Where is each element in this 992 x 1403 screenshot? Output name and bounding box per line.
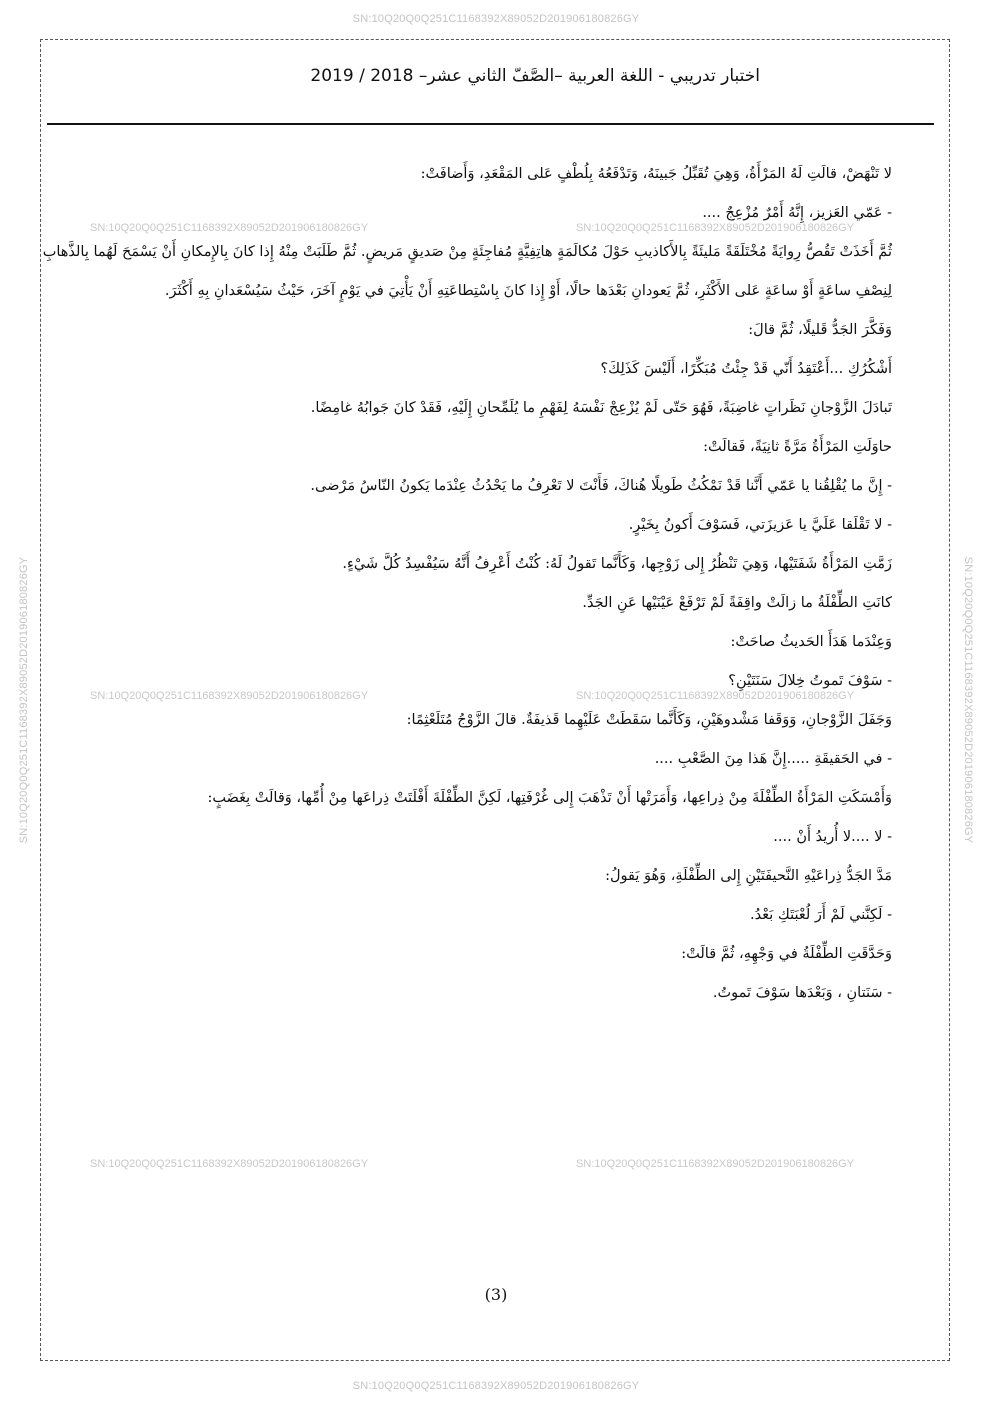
watermark-inline: SN:10Q20Q0Q251C1168392X89052D201906180826GY bbox=[90, 1158, 369, 1170]
paragraph: وَجَفَلَ الزَّوْجانِ، وَوَقَفا مَشْدوهَيْنِ، وَكَأَنَّما سَقَطَتْ عَلَيْهِما قَذيفَةٌ. قالَ الزَّوْجُ مُتَلَعْثِمًا: bbox=[406, 712, 892, 728]
paragraph: حاوَلَتِ المَرْأَةُ مَرَّةً ثانِيَةً، فَقالَتْ: bbox=[703, 439, 892, 455]
paragraph: - سَوْفَ تَموتُ خِلالَ سَنَتَيْنِ؟ bbox=[728, 673, 892, 689]
paragraph: وَفَكَّرَ الجَدُّ قَليلًا، ثُمَّ قالَ: bbox=[748, 322, 892, 338]
watermark-right: SN:10Q20Q0Q251C1168392X89052D201906180826GY bbox=[962, 556, 974, 844]
paragraph: وَأَمْسَكَتِ المَرْأَةُ الطِّفْلَةَ مِنْ ذِراعِها، وَأَمَرَتْها أَنْ تَذْهَبَ إِلى غُرْفَتِها، لَكِنَّ الطِّفْلَةَ أَفْلَتَتْ ذِراعَها مِنْ أُمِّها، وَقالَتْ بِغَضَبٍ: bbox=[207, 790, 892, 806]
page-number: (3) bbox=[484, 1285, 508, 1304]
paragraph: - لا ....لا أُريدُ أَنْ .... bbox=[773, 829, 892, 845]
paragraph: - سَنَتانِ ، وَبَعْدَها سَوْفَ تَموتُ. bbox=[712, 985, 892, 1001]
paragraph: زَمَّتِ المَرْأَةُ شَفَتَيْها، وَهِيَ تَنْظُرُ إِلى زَوْجِها، وَكَأَنَّما تَقولُ لَهُ: كُنْتُ أَعْرِفُ أَنَّهُ سَيُفْسِدُ كُلَّ شَيْءٍ. bbox=[342, 556, 892, 572]
paragraph: - في الحَقيقَةِ .....إِنَّ هَذا مِنَ الصَّعْبِ .... bbox=[654, 751, 892, 767]
paragraph: تَبادَلَ الزَّوْجانِ نَظَراتٍ غاضِبَةً، فَهُوَ حَتّى لَمْ يُزْعِجْ نَفْسَهُ لِفَهْمِ ما يُلَمِّحانِ إِلَيْهِ، فَقَدْ كانَ جَوابُهُ غامِضًا. bbox=[310, 400, 892, 416]
watermark-inline: SN:10Q20Q0Q251C1168392X89052D201906180826GY bbox=[90, 222, 369, 234]
paragraph: كانَتِ الطِّفْلَةُ ما زالَتْ واقِفَةً لَمْ تَرْفَعْ عَيْنَيْها عَنِ الجَدِّ. bbox=[582, 595, 892, 611]
watermark-left: SN:10Q20Q0Q251C1168392X89052D201906180826GY bbox=[18, 556, 30, 844]
paragraph: - عَمّي العَزيز، إِنَّهُ أَمْرٌ مُزْعِجٌ .... bbox=[702, 205, 892, 221]
paragraph: - إِنَّ ما يُقْلِقُنا يا عَمّي أَنَّنا قَدْ نَمْكُثُ طَويلًا هُناكَ، فَأَنْتَ لا تَعْرِفُ ما يَحْدُثُ عِنْدَما يَكونُ النّاسُ مَرْضى. bbox=[310, 478, 892, 494]
paragraph: مَدَّ الجَدُّ ذِراعَيْهِ النَّحيفَتَيْنِ إِلى الطِّفْلَةِ، وَهُوَ يَقولُ: bbox=[605, 868, 892, 884]
watermark-inline: SN:10Q20Q0Q251C1168392X89052D201906180826GY bbox=[576, 1158, 855, 1170]
watermark-inline: SN:10Q20Q0Q251C1168392X89052D201906180826GY bbox=[576, 690, 855, 702]
paragraph: أَشْكُرُكِ ...أَعْتَقِدُ أَنّي قَدْ جِئْتُ مُبَكِّرًا، أَلَيْسَ كَذَلِكَ؟ bbox=[600, 361, 892, 377]
watermark-inline: SN:10Q20Q0Q251C1168392X89052D201906180826GY bbox=[576, 222, 855, 234]
page-title: اختبار تدريبي - اللغة العربية –الصَّفّ الثاني عشر– 2018 / 2019 bbox=[310, 66, 760, 86]
header-divider bbox=[47, 123, 934, 125]
paragraph: وَحَدَّقَتِ الطِّفْلَةُ في وَجْهِهِ، ثُمَّ قالَتْ: bbox=[681, 946, 892, 962]
story-body bbox=[40, 155, 892, 1013]
paragraph: لا تَنْهَضْ، قالَتِ لَهُ المَرْأَةُ، وَهِيَ تُقَبِّلُ جَبينَهُ، وَتَدْفَعُهُ بِلُطْفٍ عَلى المَقْعَدِ، وَأَضافَتْ: bbox=[420, 166, 892, 182]
watermark-top: SN:10Q20Q0Q251C1168392X89052D201906180826GY bbox=[352, 13, 640, 25]
watermark-inline: SN:10Q20Q0Q251C1168392X89052D201906180826GY bbox=[90, 690, 369, 702]
paragraph: ثُمَّ أَخَذَتْ تَقُصُّ رِوايَةً مُخْتَلَقَةً مَليئَةً بِالأَكاذيبِ حَوْلَ مُكالَمَةٍ هاتِفِيَّةٍ مُفاجِئَةٍ مِنْ صَديقٍ مَريضٍ. ثُمَّ طَلَبَتْ مِنْهُ إِذا كانَ بِالإِمكانِ أَنْ يَسْمَحَ لَهُما بِالذَّهابِ لِنِصْفِ ساعَةٍ أَوْ ساعَةٍ عَلى الأَكْثَرِ، ثُمَّ يَعودانِ بَعْدَها حالًا، أَوْ إِذا كانَ بِاسْتِطاعَتِهِ أَنْ يَأْتِيَ في يَوْمٍ آخَرَ، حَيْثُ سَيُسْعَدانِ بِهِ أَكْثَرَ. bbox=[42, 244, 892, 299]
paragraph: - لَكِنَّني لَمْ أَرَ لُعْبَتَكِ بَعْدُ. bbox=[750, 907, 892, 923]
watermark-bottom: SN:10Q20Q0Q251C1168392X89052D201906180826GY bbox=[352, 1380, 640, 1392]
paragraph: وَعِنْدَما هَدَأَ الحَديثُ صاحَتْ: bbox=[730, 634, 892, 650]
paragraph: - لا تَقْلَقا عَلَيَّ يا عَزيزَتي، فَسَوْفَ أَكونُ بِخَيْرٍ. bbox=[628, 517, 892, 533]
